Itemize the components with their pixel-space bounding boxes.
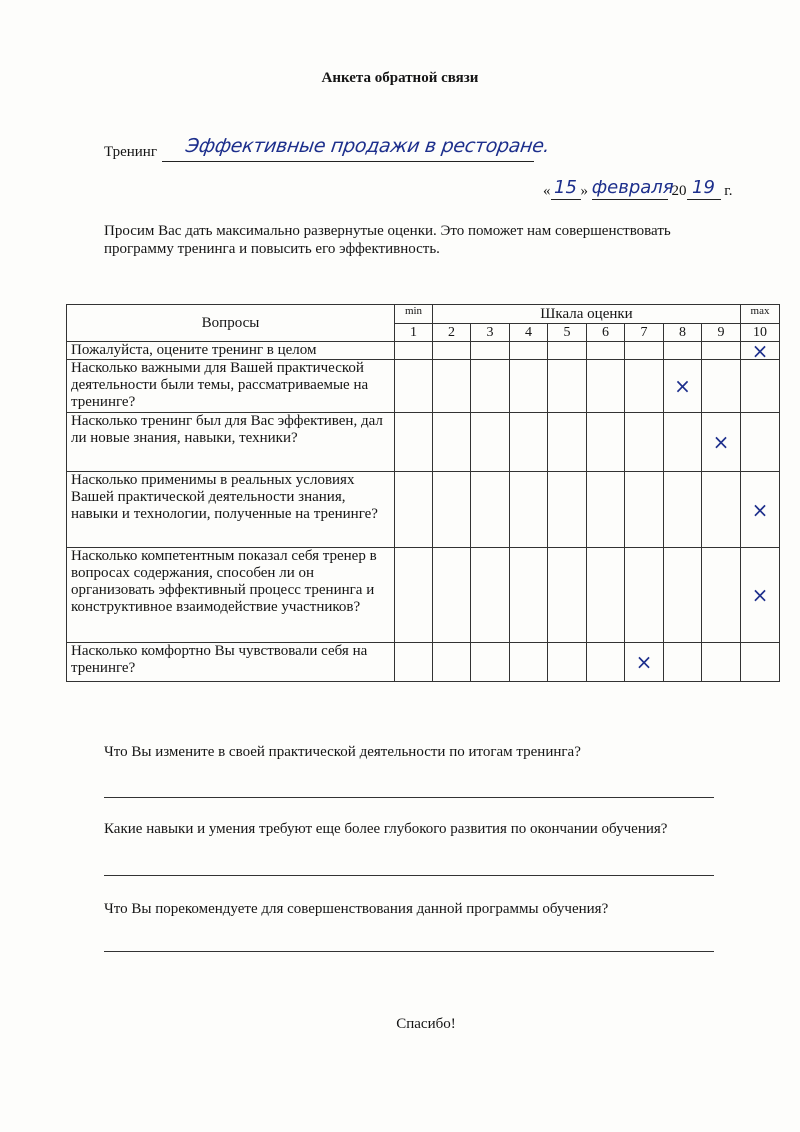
question-text: Насколько применимы в реальных условиях Вашей практической деятельности знания, навыки и технологии, полученные на тренинге? <box>67 472 395 548</box>
scale-number: 3 <box>471 324 510 342</box>
rating-cell[interactable] <box>625 360 664 413</box>
rating-cell[interactable] <box>625 413 664 472</box>
rating-cell[interactable] <box>471 413 510 472</box>
intro-text: Просим Вас дать максимально развернутые оценки. Это поможет нам совершенствовать программу тренинга и повысить его эффективность. <box>104 223 671 257</box>
rating-cell[interactable] <box>395 342 433 360</box>
rating-cell[interactable] <box>587 342 625 360</box>
date-field <box>543 177 733 200</box>
scale-number: 6 <box>587 324 625 342</box>
date-year-suffix: г. <box>724 183 733 199</box>
handwritten-x-mark: × <box>635 650 653 674</box>
date-year-field[interactable] <box>687 177 721 200</box>
question-text: Насколько комфортно Вы чувствовали себя на тренинге? <box>67 643 395 682</box>
question-row <box>67 360 780 413</box>
question-row <box>67 342 780 360</box>
date-year-prefix: 20 <box>671 183 687 199</box>
answer-line[interactable] <box>104 875 714 876</box>
rating-cell[interactable] <box>664 342 702 360</box>
rating-cell[interactable] <box>664 472 702 548</box>
rating-cell[interactable] <box>741 360 780 413</box>
question-row <box>67 472 780 548</box>
rating-cell[interactable] <box>433 548 471 643</box>
open-question: Что Вы порекомендуете для совершенствования данной программы обучения? <box>104 901 609 917</box>
rating-cell[interactable] <box>471 472 510 548</box>
date-day-field[interactable] <box>551 177 581 200</box>
open-question: Какие навыки и умения требуют еще более глубокого развития по окончании обучения? <box>104 821 668 837</box>
rating-cell[interactable] <box>548 360 587 413</box>
rating-cell[interactable] <box>433 472 471 548</box>
scale-number: 9 <box>702 324 741 342</box>
handwritten-x-mark: × <box>674 374 691 398</box>
question-text: Насколько тренинг был для Вас эффективен, дал ли новые знания, навыки, техники? <box>67 413 395 472</box>
rating-cell[interactable] <box>741 338 780 363</box>
scale-number: 8 <box>664 324 702 342</box>
question-row <box>67 413 780 472</box>
date-close-quote: » <box>580 183 588 199</box>
scale-number: 7 <box>625 324 664 342</box>
question-row <box>67 548 780 643</box>
scale-header: Шкала оценки <box>433 305 741 324</box>
rating-cell[interactable] <box>625 342 664 360</box>
training-label: Тренинг <box>104 144 157 160</box>
date-month-value: февраля <box>591 177 674 198</box>
rating-cell[interactable] <box>702 413 741 472</box>
scale-number: 2 <box>433 324 471 342</box>
rating-cell[interactable] <box>741 643 780 682</box>
rating-cell[interactable] <box>702 342 741 360</box>
question-row <box>67 643 780 682</box>
scale-number: 4 <box>510 324 548 342</box>
rating-cell[interactable] <box>702 360 741 413</box>
rating-cell[interactable] <box>548 413 587 472</box>
rating-cell[interactable] <box>664 548 702 643</box>
rating-cell[interactable] <box>625 548 664 643</box>
rating-cell[interactable] <box>587 472 625 548</box>
rating-cell[interactable] <box>510 342 548 360</box>
rating-cell[interactable] <box>510 643 548 682</box>
rating-cell[interactable] <box>395 548 433 643</box>
date-day-value: 15 <box>554 177 577 198</box>
rating-cell[interactable] <box>741 472 780 548</box>
rating-cell[interactable] <box>587 643 625 682</box>
rating-cell[interactable] <box>625 472 664 548</box>
rating-cell[interactable] <box>471 360 510 413</box>
rating-cell[interactable] <box>433 342 471 360</box>
date-year-value: 19 <box>692 177 715 198</box>
rating-cell[interactable] <box>548 548 587 643</box>
rating-cell[interactable] <box>510 548 548 643</box>
rating-cell[interactable] <box>587 360 625 413</box>
handwritten-x-mark: × <box>751 497 769 522</box>
questions-header: Вопросы <box>67 305 395 342</box>
rating-cell[interactable] <box>395 643 433 682</box>
rating-cell[interactable] <box>433 360 471 413</box>
rating-cell[interactable] <box>433 643 471 682</box>
rating-cell[interactable] <box>548 472 587 548</box>
scale-number: 10 <box>741 324 780 342</box>
rating-cell[interactable] <box>587 548 625 643</box>
rating-cell[interactable] <box>471 342 510 360</box>
rating-cell[interactable] <box>510 360 548 413</box>
rating-cell[interactable] <box>395 413 433 472</box>
rating-cell[interactable] <box>664 643 702 682</box>
rating-cell[interactable] <box>471 548 510 643</box>
date-open-quote: « <box>543 183 551 199</box>
training-underline <box>162 161 534 162</box>
rating-cell[interactable] <box>548 342 587 360</box>
rating-cell[interactable] <box>510 472 548 548</box>
answer-line[interactable] <box>104 797 714 798</box>
rating-cell[interactable] <box>587 413 625 472</box>
rating-cell[interactable] <box>664 360 702 413</box>
thanks-text: Спасибо! <box>396 1016 456 1032</box>
rating-cell[interactable] <box>625 643 664 682</box>
rating-cell[interactable] <box>433 413 471 472</box>
rating-cell[interactable] <box>702 548 741 643</box>
min-label: min <box>395 305 433 324</box>
rating-cell[interactable] <box>702 643 741 682</box>
max-label: max <box>741 305 780 324</box>
rating-cell[interactable] <box>741 413 780 472</box>
handwritten-x-mark: × <box>751 583 769 607</box>
training-name-handwritten[interactable]: Эффективные продажи в ресторане. <box>184 135 552 157</box>
rating-cell[interactable] <box>395 360 433 413</box>
question-text: Насколько компетентным показал себя тренер в вопросах содержания, способен ли он организовать эффективный процесс тренинга и конструктивное взаимодействие участников? <box>67 548 395 643</box>
date-month-field[interactable] <box>591 177 674 200</box>
rating-cell[interactable] <box>702 472 741 548</box>
rating-cell[interactable] <box>741 548 780 643</box>
rating-cell[interactable] <box>471 643 510 682</box>
rating-cell[interactable] <box>664 413 702 472</box>
form-title: Анкета обратной связи <box>321 70 479 86</box>
rating-table <box>66 304 780 682</box>
rating-cell[interactable] <box>395 472 433 548</box>
answer-line[interactable] <box>104 951 714 952</box>
handwritten-x-mark: × <box>712 430 730 454</box>
question-text: Пожалуйста, оцените тренинг в целом <box>67 342 395 360</box>
open-question: Что Вы измените в своей практической деятельности по итогам тренинга? <box>104 744 581 760</box>
rating-cell[interactable] <box>548 643 587 682</box>
rating-cell[interactable] <box>510 413 548 472</box>
question-text: Насколько важными для Вашей практической деятельности были темы, рассматриваемые на тренинге? <box>67 360 395 413</box>
handwritten-x-mark: × <box>751 338 769 363</box>
scale-number: 1 <box>395 324 433 342</box>
scale-number: 5 <box>548 324 587 342</box>
